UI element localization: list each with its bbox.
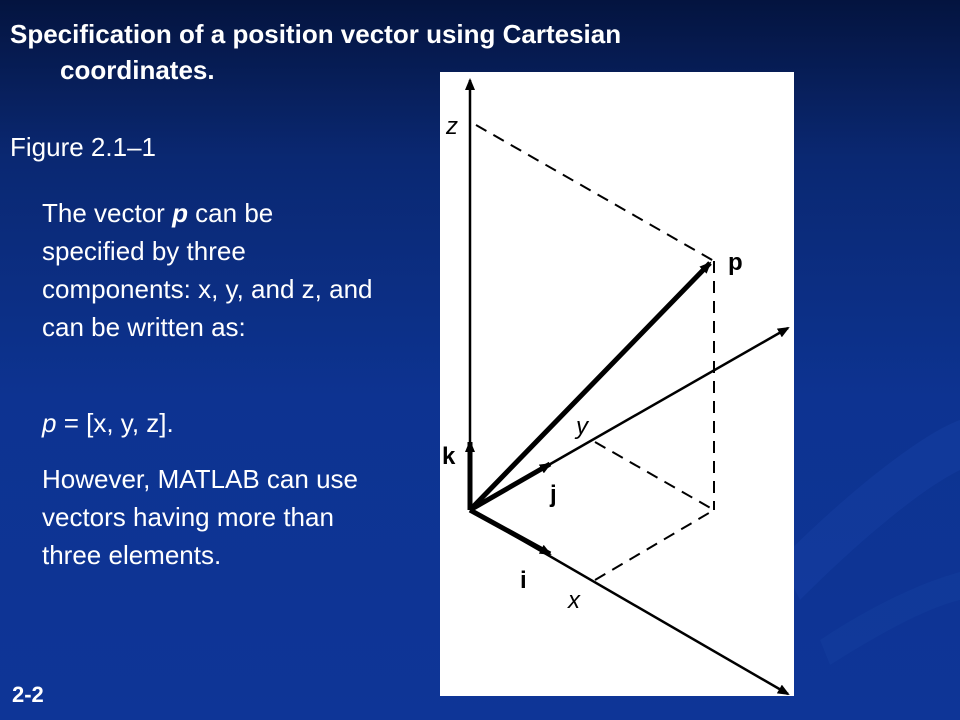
z-to-p-dashed-line <box>476 125 714 261</box>
para1-post: can be specified by three components: x, y, and z, and can be written as: <box>42 198 373 342</box>
figure-label: Figure 2.1–1 <box>10 132 156 162</box>
x-to-base-dashed-line <box>595 510 714 580</box>
unit-vector-i <box>470 510 550 554</box>
matlab-note-paragraph: However, MATLAB can use vectors having more than three elements. <box>42 464 358 570</box>
description-paragraph <box>42 194 382 346</box>
equation-symbol-p: p <box>42 408 57 438</box>
vector-diagram <box>440 72 794 696</box>
z-axis-label: z <box>446 113 458 140</box>
para1-pre: The vector <box>42 198 173 228</box>
vector-symbol-p: p <box>172 198 188 228</box>
position-vector-p <box>470 263 710 510</box>
equation-body: = [x, y, z]. <box>56 408 174 438</box>
x-axis-label: x <box>568 587 580 614</box>
slide-number: 2-2 <box>12 682 44 707</box>
y-to-base-dashed-line <box>595 442 714 510</box>
slide-title-line2: coordinates. <box>60 55 215 85</box>
projection-lines <box>476 125 714 580</box>
i-label: i <box>520 567 527 594</box>
cartesian-vector-figure <box>440 72 794 696</box>
k-label: k <box>442 443 456 470</box>
j-label: j <box>550 481 557 508</box>
slide-title-line1: Specification of a position vector using Cartesian <box>10 19 622 49</box>
vector-equation <box>42 404 382 442</box>
y-axis-label: y <box>576 413 588 440</box>
p-label: p <box>728 249 743 276</box>
